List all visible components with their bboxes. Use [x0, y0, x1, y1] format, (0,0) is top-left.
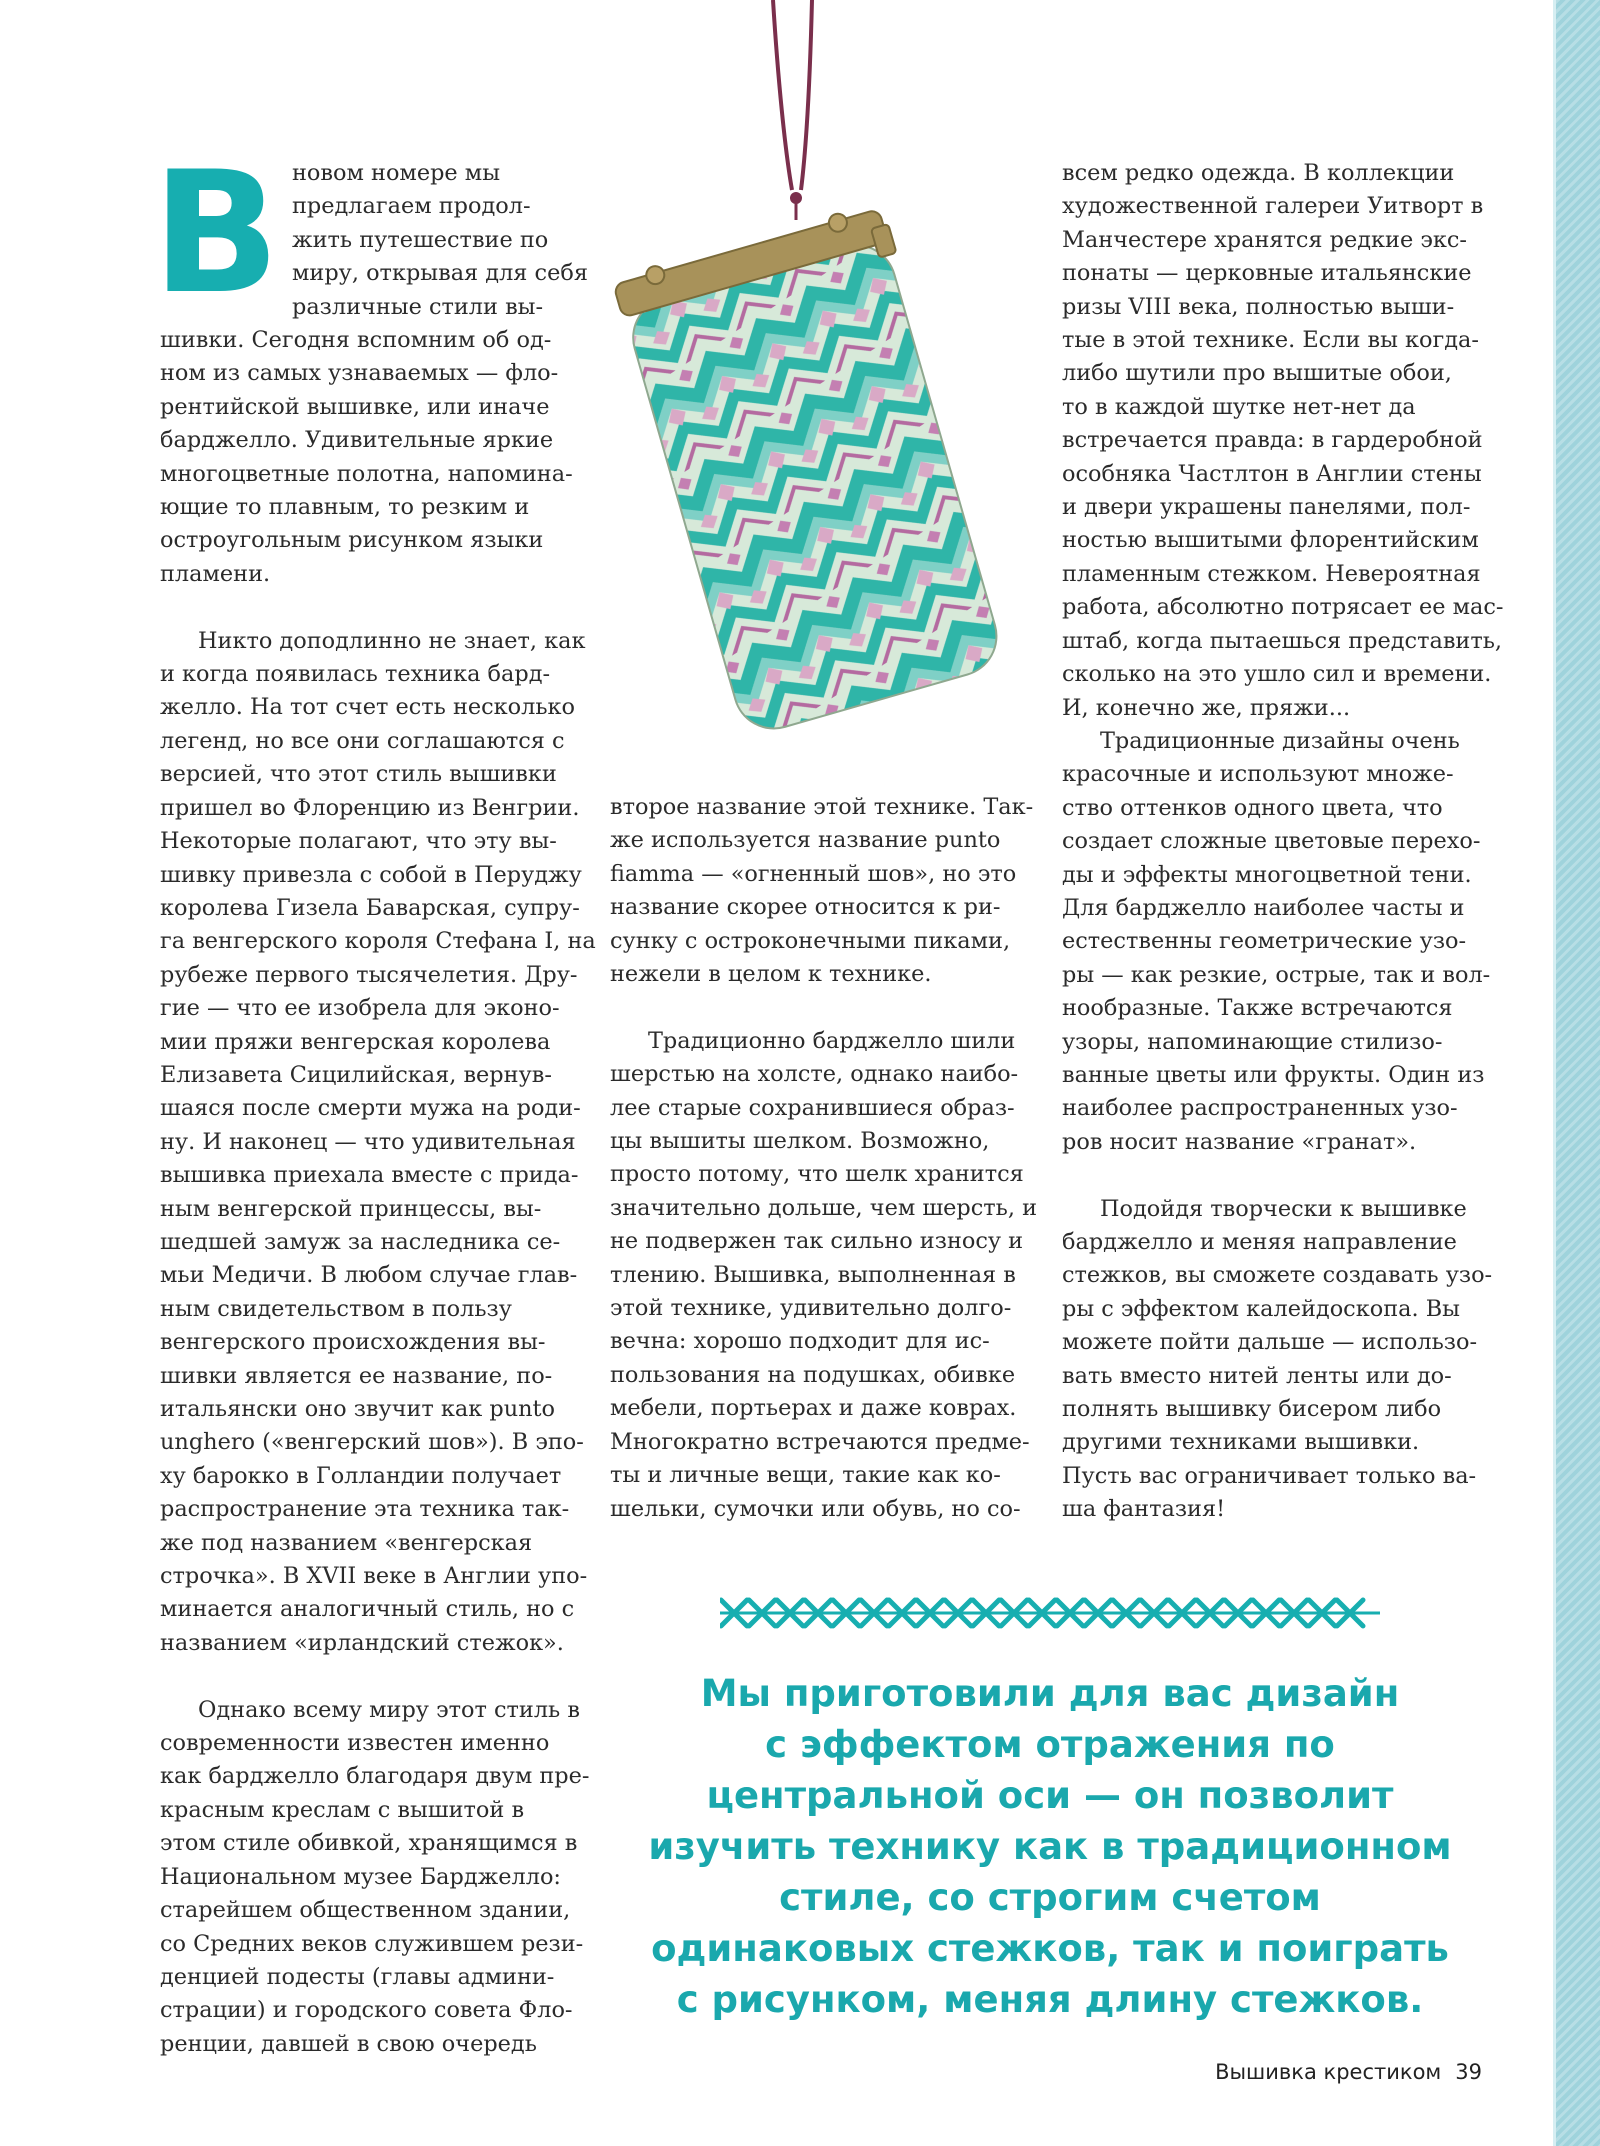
text-line: ным свидетельством в пользу — [160, 1295, 512, 1322]
text-line: же под названием «венгерская — [160, 1529, 533, 1556]
text-line: современности известен именно — [160, 1730, 550, 1757]
text-line: желло. На тот счет есть несколько — [160, 694, 576, 721]
callout-line: Мы приготовили для вас дизайн — [700, 1672, 1400, 1715]
page-number: 39 — [1455, 2060, 1482, 2084]
text-line: многоцветные полотна, напомина- — [160, 460, 573, 487]
callout-line: стиле, со строгим счетом — [779, 1876, 1321, 1919]
text-line: пламени. — [160, 560, 271, 587]
text-line: рубеже первого тысячелетия. Дру- — [160, 961, 578, 988]
text-line: ренции, давшей в свою очередь — [160, 2030, 537, 2057]
callout-text — [600, 1668, 1500, 2025]
text-line: второе название этой технике. Так- — [610, 794, 1034, 820]
text-line: королева Гизела Баварская, супру- — [160, 894, 580, 921]
callout-line: изучить технику как в традиционном — [648, 1825, 1452, 1868]
text-line: названием «ирландский стежок». — [160, 1629, 564, 1656]
text-line: новом номере мы — [292, 160, 501, 186]
text-line: Для барджелло наиболее часты и — [1062, 894, 1465, 921]
text-line: Многократно встречаются предме- — [610, 1428, 1030, 1455]
page-footer — [1215, 2060, 1482, 2084]
text-line: ты и личные вещи, такие как ко- — [610, 1462, 1001, 1489]
text-line: барджелло и меняя направление — [1062, 1228, 1457, 1255]
text-line: Однако всему миру этот стиль в — [198, 1696, 580, 1723]
article-column-1 — [160, 157, 596, 2061]
drop-cap: В — [152, 135, 281, 331]
text-line: ризы VIII века, полностью выши- — [1062, 293, 1455, 320]
text-line: красным креслам с вышитой в — [160, 1796, 525, 1823]
text-line: Никто доподлинно не знает, как — [198, 627, 586, 654]
article-column-2 — [610, 791, 1040, 1526]
text-line: строчка». В XVII веке в Англии упо- — [160, 1563, 588, 1590]
text-line: Елизавета Сицилийская, вернув- — [160, 1061, 552, 1088]
paragraph-gap — [1062, 1159, 1502, 1192]
text-line: страции) и городского совета Фло- — [160, 1997, 573, 2024]
text-line: гие — что ее изобрела для эконо- — [160, 995, 560, 1022]
text-line: просто потому, что шелк хранится — [610, 1161, 1024, 1188]
text-line: различные стили вы- — [292, 293, 544, 320]
text-line: ном из самых узнаваемых — фло- — [160, 360, 559, 387]
text-line: нообразные. Также встречаются — [1062, 995, 1453, 1022]
text-line: наиболее распространенных узо- — [1062, 1095, 1458, 1122]
text-line: этой технике, удивительно долго- — [610, 1295, 1012, 1322]
text-line: естественны геометрические узо- — [1062, 928, 1467, 955]
text-line: лее старые сохранившиеся образ- — [610, 1094, 1015, 1121]
text-line: другими техниками вышивки. — [1062, 1429, 1420, 1456]
callout-line: центральной оси — он позволит — [706, 1774, 1394, 1817]
text-line: остроугольным рисунком языки — [160, 527, 544, 554]
text-line: ностью вышитыми флорентийским — [1062, 527, 1479, 554]
article-column-3 — [1062, 157, 1502, 1527]
text-line: сколько на это ушло сил и времени. — [1062, 661, 1492, 688]
text-line: пользования на подушках, обивке — [610, 1361, 1016, 1388]
text-line: барджелло. Удивительные яркие — [160, 427, 554, 454]
text-line: итальянски оно звучит как punto — [160, 1396, 556, 1423]
text-line: же используется название punto — [610, 827, 1001, 854]
bargello-purse-image — [580, 0, 1050, 760]
text-line: значительно дольше, чем шерсть, и — [610, 1194, 1038, 1221]
text-line: миру, открывая для себя — [292, 260, 588, 287]
text-line: И, конечно же, пряжи... — [1062, 694, 1351, 721]
paragraph-gap — [610, 991, 1040, 1024]
text-line: шивки является ее название, по- — [160, 1362, 553, 1389]
callout-line: с рисунком, меняя длину стежков. — [676, 1978, 1424, 2021]
text-line: этом стиле обивкой, хранящимся в — [160, 1830, 578, 1857]
text-line: ющие то плавным, то резким и — [160, 494, 530, 521]
text-line: Традиционно барджелло шили — [648, 1027, 1016, 1054]
text-line: шедшей замуж за наследника се- — [160, 1228, 561, 1255]
text-line: название скорее относится к ри- — [610, 894, 1001, 921]
text-line: мии пряжи венгерская королева — [160, 1028, 551, 1055]
text-line: то в каждой шутке нет-нет да — [1062, 393, 1416, 420]
text-line: красочные и используют множе- — [1062, 761, 1454, 788]
text-line: полнять вышивку бисером либо — [1062, 1396, 1442, 1423]
paragraph-gap — [160, 591, 580, 624]
text-line: художественной галереи Уитворт в — [1062, 193, 1484, 220]
text-line: вышивка приехала вместе с прида- — [160, 1162, 579, 1189]
text-line: жить путешествие по — [292, 226, 549, 253]
text-line: особняка Частлтон в Англии стены — [1062, 460, 1482, 487]
text-line: стежков, вы сможете создавать узо- — [1062, 1262, 1493, 1289]
text-line: как барджелло благодаря двум пре- — [160, 1763, 590, 1790]
text-line: ров носит название «гранат». — [1062, 1128, 1417, 1155]
text-line: тлению. Вышивка, выполненная в — [610, 1261, 1016, 1288]
text-line: минается аналогичный стиль, но с — [160, 1596, 575, 1623]
text-line: ство оттенков одного цвета, что — [1062, 794, 1443, 821]
text-line: понаты — церковные итальянские — [1062, 260, 1472, 287]
callout-line: с эффектом отражения по — [765, 1723, 1335, 1766]
text-line: венгерского происхождения вы- — [160, 1329, 546, 1356]
text-line: распространение эта техника так- — [160, 1496, 570, 1523]
magazine-title: Вышивка крестиком — [1215, 2060, 1442, 2084]
text-line: Подойдя творчески к вышивке — [1100, 1195, 1467, 1222]
text-line: пришел во Флоренцию из Венгрии. — [160, 794, 580, 821]
text-line: предлагаем продол- — [292, 193, 531, 220]
text-line: легенд, но все они соглашаются с — [160, 727, 565, 754]
page-edge-strip — [1556, 0, 1600, 2146]
callout-line: одинаковых стежков, так и поиграть — [651, 1927, 1449, 1970]
text-line: Традиционные дизайны очень — [1100, 727, 1460, 754]
text-line: мебели, портьерах и даже коврах. — [610, 1395, 1017, 1422]
text-line: шивки. Сегодня вспомним об од- — [160, 327, 552, 354]
text-line: можете пойти дальше — использо- — [1062, 1329, 1478, 1356]
text-line: ным венгерской принцессы, вы- — [160, 1195, 542, 1222]
text-line: и двери украшены панелями, пол- — [1062, 494, 1471, 521]
text-line: Пусть вас ограничивает только ва- — [1062, 1462, 1477, 1489]
text-line: Манчестере хранятся редкие экс- — [1062, 226, 1467, 253]
text-line: вать вместо нитей ленты или до- — [1062, 1362, 1452, 1389]
text-line: рентийской вышивке, или иначе — [160, 393, 550, 420]
text-line: либо шутили про вышитые обои, — [1062, 360, 1452, 387]
text-line: денцией подесты (главы админи- — [160, 1963, 555, 1990]
text-line: штаб, когда пытаешься представить, — [1062, 627, 1503, 654]
text-line: вечна: хорошо подходит для ис- — [610, 1328, 990, 1355]
text-line: встречается правда: в гардеробной — [1062, 427, 1483, 454]
text-line: шивку привезла с собой в Перуджу — [160, 861, 582, 888]
text-line: ры — как резкие, острые, так и вол- — [1062, 961, 1491, 988]
text-line: unghero («венгерский шов»). В эпо- — [160, 1429, 584, 1456]
paragraph-gap — [160, 1660, 580, 1693]
text-line: Национальном музее Барджелло: — [160, 1863, 561, 1890]
text-line: создает сложные цветовые перехо- — [1062, 828, 1481, 855]
text-line: шерстью на холсте, однако наибо- — [610, 1061, 1019, 1088]
text-line: ша фантазия! — [1062, 1496, 1226, 1523]
text-line: не подвержен так сильно износу и — [610, 1228, 1024, 1255]
text-line: узоры, напоминающие стилизо- — [1062, 1028, 1443, 1055]
text-line: старейшем общественном здании, — [160, 1897, 571, 1924]
text-line: ды и эффекты многоцветной тени. — [1062, 861, 1472, 888]
text-line: тые в этой технике. Если вы когда- — [1062, 327, 1479, 354]
text-line: fiamma — «огненный шов», но это — [610, 860, 1017, 887]
text-line: работа, абсолютно потрясает ее мас- — [1062, 594, 1504, 621]
text-line: га венгерского короля Стефана I, на — [160, 928, 596, 955]
text-line: сунку с остроконечными пиками, — [610, 927, 1011, 954]
text-line: Некоторые полагают, что эту вы- — [160, 828, 557, 855]
text-line: мьи Медичи. В любом случае глав- — [160, 1262, 578, 1289]
text-line: всем редко одежда. В коллекции — [1062, 160, 1455, 186]
text-line: ну. И наконец — что удивительная — [160, 1128, 576, 1155]
text-line: ху барокко в Голландии получает — [160, 1462, 562, 1489]
text-line: шаяся после смерти мужа на роди- — [160, 1095, 581, 1122]
text-line: нежели в целом к технике. — [610, 961, 932, 988]
text-line: шельки, сумочки или обувь, но со- — [610, 1495, 1021, 1522]
text-line: и когда появилась техника бард- — [160, 661, 551, 688]
text-line: версией, что этот стиль вышивки — [160, 761, 557, 788]
text-line: ванные цветы или фрукты. Один из — [1062, 1061, 1485, 1088]
text-line: цы вышиты шелком. Возможно, — [610, 1128, 990, 1155]
text-line: со Средних веков служившем рези- — [160, 1930, 584, 1957]
cross-stitch-border-icon — [720, 1585, 1380, 1641]
text-line: пламенным стежком. Невероятная — [1062, 560, 1481, 587]
text-line: ры с эффектом калейдоскопа. Вы — [1062, 1295, 1460, 1322]
